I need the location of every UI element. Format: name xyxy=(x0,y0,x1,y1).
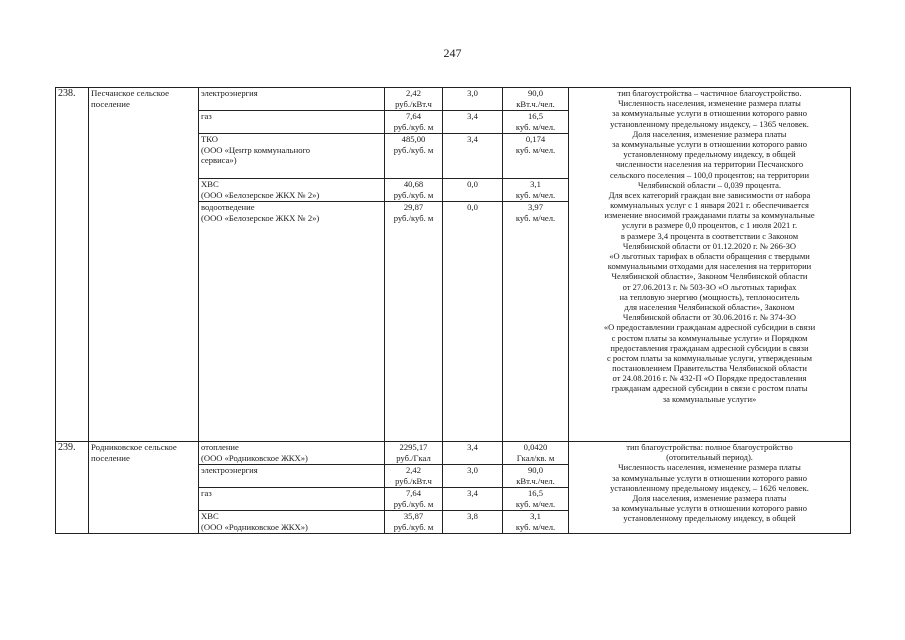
service-line: водоотведение xyxy=(201,202,255,212)
norm-value: 3,97 xyxy=(527,202,544,212)
note-line: с ростом платы за коммунальные услуги, утвержденным xyxy=(606,352,813,363)
norm-value: 0,174 xyxy=(525,134,546,144)
tariff-value: 485,00 xyxy=(401,134,426,144)
service-line: (ООО «Родниковское ЖКХ») xyxy=(201,521,308,532)
table-row xyxy=(56,88,851,111)
norm-unit: куб. м/чел. xyxy=(515,121,556,132)
tariff-value: 7,64 xyxy=(405,488,422,498)
tariff-value: 7,64 xyxy=(405,111,422,121)
tariff-unit: руб./кВт.ч xyxy=(395,475,432,486)
norm-value: 90,0 xyxy=(527,465,544,475)
tariff-unit: руб./Гкал xyxy=(396,452,431,463)
note-line: тип благоустройства: полное благоустройство xyxy=(626,442,793,452)
note-line: изменение вносимой гражданами платы за коммунальные xyxy=(604,210,815,221)
note-line: Челябинской области от 01.12.2020 г. № 266-ЗО xyxy=(622,240,797,251)
page-number: 247 xyxy=(443,46,462,60)
note-line: установленному предельному индексу, в общей xyxy=(623,149,796,160)
note-line: за коммунальные услуги в отношении которого равно xyxy=(612,108,807,119)
note-line: установленному предельному индексу, в общей xyxy=(623,513,796,524)
note-line: численности населения на территории Песчанского xyxy=(615,159,804,170)
tariff-unit: руб./куб. м xyxy=(393,498,434,509)
service-line: сервиса») xyxy=(201,155,237,166)
tariff-unit: руб./куб. м xyxy=(393,189,434,200)
service-name xyxy=(199,511,385,534)
service-line: отопление xyxy=(201,442,239,452)
note-line: установленному предельному индексу, – 1626 человек. xyxy=(610,482,809,493)
norm-unit: кВт.ч./чел. xyxy=(516,475,555,486)
index-value: 3,8 xyxy=(443,511,503,534)
note-line: с ростом платы за коммунальные услуги» и Порядком xyxy=(611,332,808,343)
service-line: электроэнергия xyxy=(201,88,258,98)
tariff-unit: руб./кВт.ч xyxy=(395,98,432,109)
norm-cell xyxy=(503,488,569,511)
note-line: от 27.06.2013 г. № 503-ЗО «О льготных тарифах xyxy=(622,281,797,292)
service-line: (ООО «Белозерское ЖКХ № 2») xyxy=(201,189,320,200)
tariff-cell xyxy=(385,202,443,442)
tariff-value: 2,42 xyxy=(405,465,422,475)
index-value: 3,4 xyxy=(443,111,503,134)
note-line: сельского поселения – 100,0 процентов; на территории xyxy=(609,169,810,180)
tariff-unit: руб./куб. м xyxy=(393,212,434,223)
index-value: 3,0 xyxy=(443,465,503,488)
note-line: Для всех категорий граждан вне зависимости от набора xyxy=(608,189,811,200)
note-line: услуги в размере 0,0 процентов, с 1 июля 2021 г. xyxy=(621,220,798,231)
norm-cell xyxy=(503,442,569,465)
row-number: 239. xyxy=(56,442,89,534)
note-line: в размере 3,4 процента в соответствии с Законом xyxy=(620,230,799,241)
note-line: тип благоустройства – частичное благоустройство. xyxy=(617,88,802,98)
note-line: Доля населения, изменение размера платы xyxy=(632,492,787,503)
norm-cell xyxy=(503,465,569,488)
service-line: ТКО xyxy=(201,134,218,144)
norm-unit: куб. м/чел. xyxy=(515,189,556,200)
norm-value: 16,5 xyxy=(527,111,544,121)
tariff-cell xyxy=(385,134,443,179)
norm-cell xyxy=(503,88,569,111)
norm-cell xyxy=(503,134,569,179)
index-value: 3,0 xyxy=(443,88,503,111)
note-line: за коммунальные услуги в отношении которого равно xyxy=(612,472,807,483)
tariff-cell xyxy=(385,488,443,511)
norm-value: 16,5 xyxy=(527,488,544,498)
service-name xyxy=(199,202,385,442)
note-line: Челябинской области – 0,039 процента. xyxy=(637,179,782,190)
tariff-value: 29,87 xyxy=(403,202,424,212)
norm-unit: куб. м/чел. xyxy=(515,212,556,223)
note-line: Численность населения, изменение размера платы xyxy=(618,462,801,473)
service-name xyxy=(199,465,385,488)
note-cell xyxy=(569,442,851,534)
row-number: 238. xyxy=(56,88,89,442)
tariff-value: 2,42 xyxy=(405,88,422,98)
index-value: 0,0 xyxy=(443,202,503,442)
index-value: 3,4 xyxy=(443,442,503,465)
note-line: «О льготных тарифах в области обращения с твердыми xyxy=(609,251,810,261)
note-line: за коммунальные услуги» xyxy=(662,393,757,404)
note-line: «О предоставлении гражданам адресной субсидии в связи xyxy=(603,322,816,333)
service-line: (ООО «Белозерское ЖКХ № 2») xyxy=(201,212,320,223)
note-line: гражданам адресной субсидии в связи с ростом платы xyxy=(611,383,808,394)
norm-unit: Гкал/кв. м xyxy=(516,452,555,463)
tariff-unit: руб./куб. м xyxy=(393,144,434,155)
note-line: за коммунальные услуги в отношении которого равно xyxy=(612,503,807,514)
service-line: (ООО «Родниковское ЖКХ») xyxy=(201,452,308,463)
note-line: Доля населения, изменение размера платы xyxy=(632,128,787,139)
service-line: ХВС xyxy=(201,179,219,189)
norm-value: 3,1 xyxy=(530,511,541,521)
note-line: на тепловую энергию (мощность), теплоноситель xyxy=(619,291,800,302)
tariff-cell xyxy=(385,511,443,534)
service-line: газ xyxy=(201,111,212,121)
note-line: Челябинской области от 30.06.2016 г. № 374-ЗО xyxy=(622,312,797,323)
service-line: ХВС xyxy=(201,511,219,521)
service-name xyxy=(199,488,385,511)
note-line: постановлением Правительства Челябинской области xyxy=(612,363,807,374)
note-line: установленному предельному индексу, – 1365 человек. xyxy=(610,118,809,129)
index-value: 0,0 xyxy=(443,179,503,202)
tariff-cell xyxy=(385,88,443,111)
table-row xyxy=(56,442,851,465)
note-line: предоставления гражданам адресной субсидии в связи xyxy=(610,342,809,353)
norm-unit: куб. м/чел. xyxy=(515,521,556,532)
tariff-value: 35,87 xyxy=(403,511,424,521)
tariff-table xyxy=(55,87,851,534)
norm-unit: куб. м/чел. xyxy=(515,144,556,155)
service-line: газ xyxy=(201,488,212,498)
norm-value: 3,1 xyxy=(530,179,541,189)
service-name xyxy=(199,134,385,179)
tariff-value: 40,68 xyxy=(403,179,424,189)
service-name xyxy=(199,88,385,111)
service-line: электроэнергия xyxy=(201,465,258,475)
tariff-value: 2295,17 xyxy=(399,442,428,452)
settlement-name: Песчанское сельское поселение xyxy=(89,88,199,442)
note-line: Численность населения, изменение размера платы xyxy=(618,98,801,109)
norm-cell xyxy=(503,179,569,202)
service-name xyxy=(199,442,385,465)
tariff-cell xyxy=(385,442,443,465)
service-name xyxy=(199,111,385,134)
note-line: для населения Челябинской области», Законом xyxy=(624,301,795,312)
note-line: от 24.08.2016 г. № 432-П «О Порядке предоставления xyxy=(612,373,807,384)
tariff-unit: руб./куб. м xyxy=(393,521,434,532)
tariff-cell xyxy=(385,111,443,134)
note-line: Челябинской области», Законом Челябинской области xyxy=(611,271,808,282)
note-line: (отопительный период). xyxy=(666,452,753,463)
service-line: (ООО «Центр коммунального xyxy=(201,144,311,155)
tariff-cell xyxy=(385,179,443,202)
norm-value: 90,0 xyxy=(527,88,544,98)
norm-cell xyxy=(503,202,569,442)
index-value: 3,4 xyxy=(443,488,503,511)
norm-cell xyxy=(503,111,569,134)
norm-unit: кВт.ч./чел. xyxy=(516,98,555,109)
tariff-cell xyxy=(385,465,443,488)
note-line: за коммунальные услуги в отношении которого равно xyxy=(612,138,807,149)
index-value: 3,4 xyxy=(443,134,503,179)
note-line: коммунальных услуг с 1 января 2021 г. обеспечивается xyxy=(610,200,809,211)
note-cell xyxy=(569,88,851,442)
note-line: коммунальными отходами для населения на территории xyxy=(607,261,812,272)
norm-unit: куб. м/чел. xyxy=(515,498,556,509)
settlement-name: Родниковское сельское поселение xyxy=(89,442,199,534)
norm-value: 0,0420 xyxy=(523,442,548,452)
tariff-unit: руб./куб. м xyxy=(393,121,434,132)
norm-cell xyxy=(503,511,569,534)
service-name xyxy=(199,179,385,202)
